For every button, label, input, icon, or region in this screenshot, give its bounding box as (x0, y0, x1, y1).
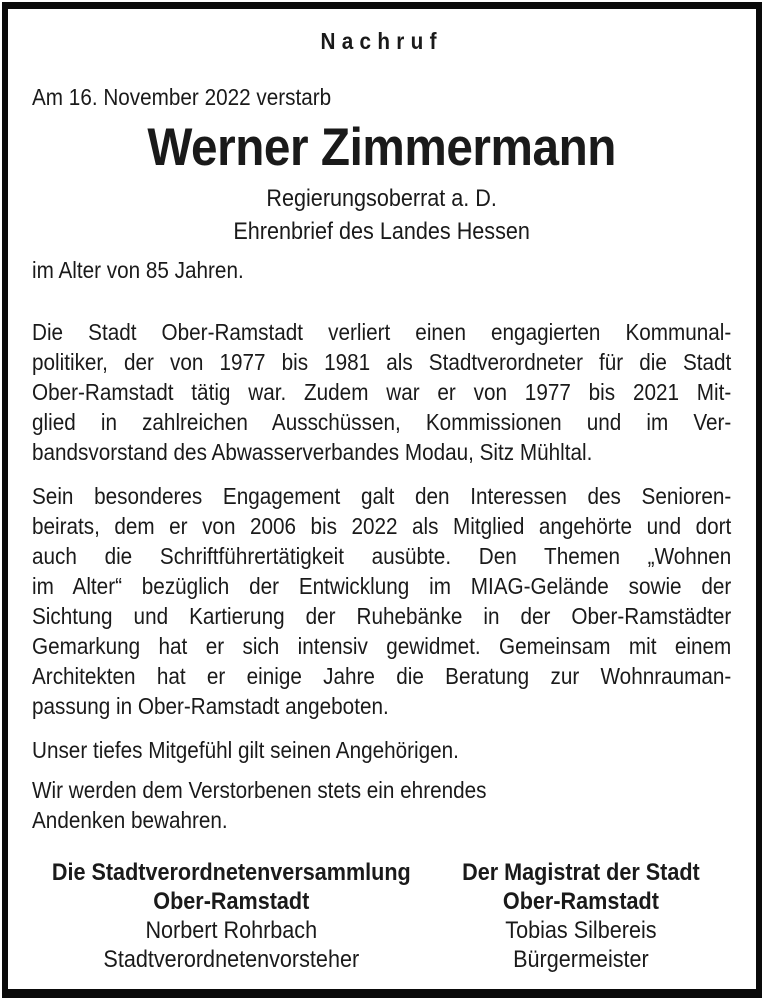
signature-left-person: Norbert Rohrbach (145, 917, 318, 944)
condolence-line: Unser tiefes Mitgefühl gilt seinen Angehörigen. (32, 737, 459, 763)
signature-right-role: Bürgermeister (513, 946, 649, 973)
signature-left (32, 858, 431, 974)
signature-right-organization: Der Magistrat der Stadt Ober-Ramstadt (462, 859, 700, 915)
signature-right-person: Tobias Silbereis (505, 917, 657, 944)
obituary-content (32, 27, 731, 974)
honor-line: Ehrenbrief des Landes Hessen (233, 218, 530, 245)
signature-left-organization: Die Stadtverordnetenversammlung Ober-Ramstadt (51, 859, 411, 915)
signature-left-role: Stadtverordnetenvorsteher (103, 946, 360, 973)
signature-right (431, 858, 732, 974)
obituary-frame (2, 2, 762, 998)
death-date-line: Am 16. November 2022 verstarb (32, 84, 332, 110)
paragraph-senior-council: Sein besonderes Engagement galt den Interessen des Senioren- beirats, dem er von 2006 bis 2022 als Mitglied angehörte und dort auch die Schriftführertätigkeit ausübte. Den Themen „Wohnen im Alter“ bezüglich der Entwicklung im MIAG-Gelände sowie der Sichtung und Kartierung der Ruhebänke in der Ober-Ramstädter Gemarkung hat er sich intensiv gewidmet. Gemeinsam mit einem Architekten hat er einige Jahre die Beratung zur Wohnrauman- passung in Ober-Ramstadt angeboten. (32, 483, 732, 719)
paragraph-communal-politics: Die Stadt Ober-Ramstadt verliert einen engagierten Kommunal- politiker, der von 1977 bis 1981 als Stadtverordneter für die Stadt Ober-Ramstadt tätig war. Zudem war er von 1977 bis 2021 Mit- glied in zahlreichen Ausschüssen, Kommissionen und im Ver- bandsvorstand des Abwasserverbandes Modau, Sitz Mühltal. (32, 319, 732, 465)
remembrance-lines: Wir werden dem Verstorbenen stets ein ehrendes Andenken bewahren. (32, 777, 487, 833)
obituary-header: Nachruf (320, 28, 443, 54)
deceased-title-line: Regierungsoberrat a. D. (266, 185, 497, 212)
age-line: im Alter von 85 Jahren. (32, 257, 244, 283)
obituary-page (8, 27, 756, 998)
signature-block (32, 858, 731, 974)
deceased-name: Werner Zimmermann (147, 118, 616, 177)
